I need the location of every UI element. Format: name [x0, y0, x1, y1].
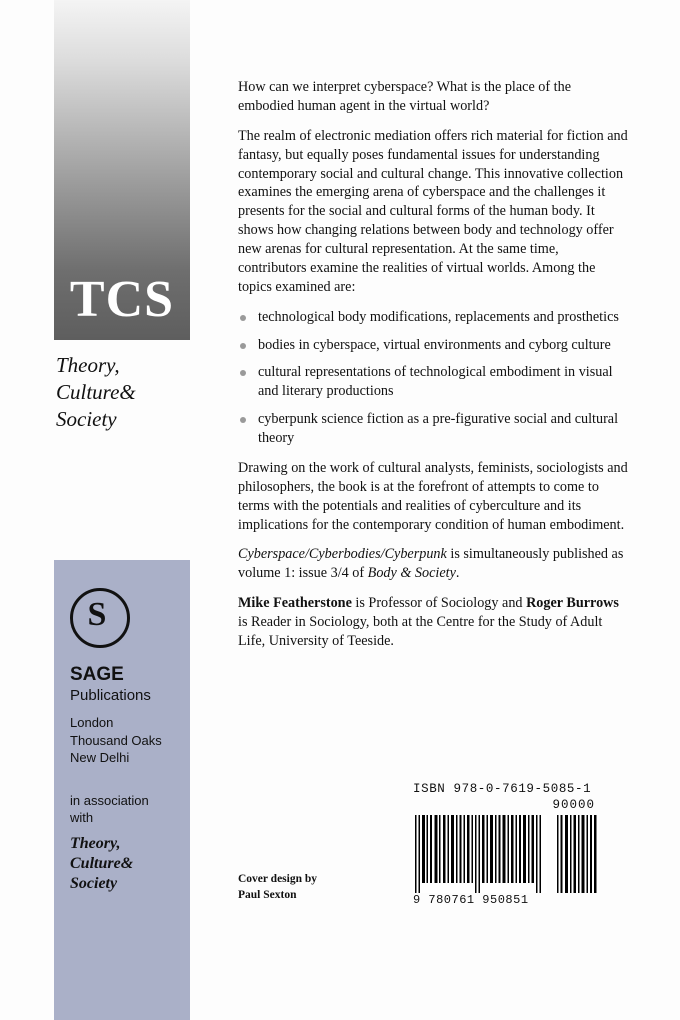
publisher-city-2: Thousand Oaks [70, 732, 162, 748]
publisher-city-3: New Delhi [70, 750, 130, 766]
cover-design-credit-line-2: Paul Sexton [238, 888, 297, 901]
association-series-name [70, 834, 186, 894]
left-column [42, 0, 192, 1020]
publication-note-journal: Body & Society [367, 565, 456, 582]
series-name [56, 352, 216, 433]
publisher-name: SAGE [70, 664, 124, 685]
barcode-addon-icon [555, 815, 599, 893]
tcs-logo-text: TCS [69, 271, 175, 328]
association-note [70, 793, 186, 827]
blurb-closing-paragraph: Drawing on the work of cultural analysts, feminists, sociologists and philosophers, the book is at the forefront of attempts to come to terms with the potentials and realities of cyberculture and its implications for the contemporary condition of human embodiment. [238, 459, 628, 533]
sage-publisher-block [54, 560, 190, 1020]
editor-name-2: Roger Burrows [526, 595, 619, 612]
publication-note-text-after: . [455, 565, 460, 582]
sage-publisher-content [70, 588, 186, 894]
association-series-line-2: Culture& [70, 855, 134, 873]
blurb-column [238, 78, 630, 662]
publisher-city-1: London [70, 715, 114, 730]
list-item: technological body modifications, replacements and prosthetics [238, 308, 630, 327]
list-item: bodies in cyberspace, virtual environments and cyborg culture [238, 336, 630, 355]
publisher-type: Publications [70, 687, 151, 704]
blurb-paragraph-2: The realm of electronic mediation offers rich material for fiction and fantasy, but equally poses fundamental issues for understanding contemporary social and cultural change. This innovative collection examines the emerging arena of cyberspace and the challenges it presents for the social and cultural forms of the human body. It shows how changing relations between body and technology offer new arenas for cultural representation. At the same time, contributors examine the realities of virtual worlds. Among the topics examined are: [238, 127, 628, 295]
series-name-line-2: Culture& [56, 379, 136, 404]
ean13-barcode-icon [413, 815, 547, 893]
list-item: cyberpunk science fiction as a pre-figurative social and cultural theory [238, 410, 630, 448]
association-series-line-3: Society [70, 875, 118, 893]
publisher-cities [70, 714, 186, 767]
association-line-2: with [70, 809, 94, 825]
cover-design-credit [238, 872, 388, 903]
barcode-ean-digits: 9 780761 950851 [413, 893, 529, 907]
publication-note-text-before: is simultaneously published as volume 1: issue 3/4 of [238, 546, 624, 582]
topics-list [238, 308, 630, 448]
association-series-line-1: Theory, [70, 835, 121, 853]
association-line-1: in association [70, 792, 149, 808]
series-name-line-1: Theory, [56, 353, 120, 377]
publication-note-title: Cyberspace/Cyberbodies/Cyberpunk [238, 546, 447, 563]
tcs-logo-block [54, 0, 190, 340]
barcode-addon-digits: 90000 [552, 798, 595, 812]
blurb-paragraph-1: How can we interpret cyberspace? What is the place of the embodied human agent in the virtual world? [238, 79, 571, 114]
isbn-text: ISBN 978-0-7619-5085-1 [413, 782, 592, 796]
editor-text-1: is Professor of Sociology and [351, 595, 527, 612]
isbn-barcode-area [413, 782, 613, 911]
series-name-line-3: Society [56, 406, 117, 431]
publication-note [238, 545, 630, 583]
editor-text-2: is Reader in Sociology, both at the Centre for the Study of Adult Life, University of Teeside. [238, 614, 603, 649]
sage-logo-letter: S [87, 596, 107, 633]
editors-note [238, 594, 630, 651]
barcode-group [413, 815, 613, 911]
list-item: cultural representations of technological embodiment in visual and literary productions [238, 363, 630, 401]
cover-design-credit-line-1: Cover design by [238, 873, 318, 885]
editor-name-1: Mike Featherstone [238, 595, 352, 612]
sage-logo-icon [70, 588, 130, 648]
